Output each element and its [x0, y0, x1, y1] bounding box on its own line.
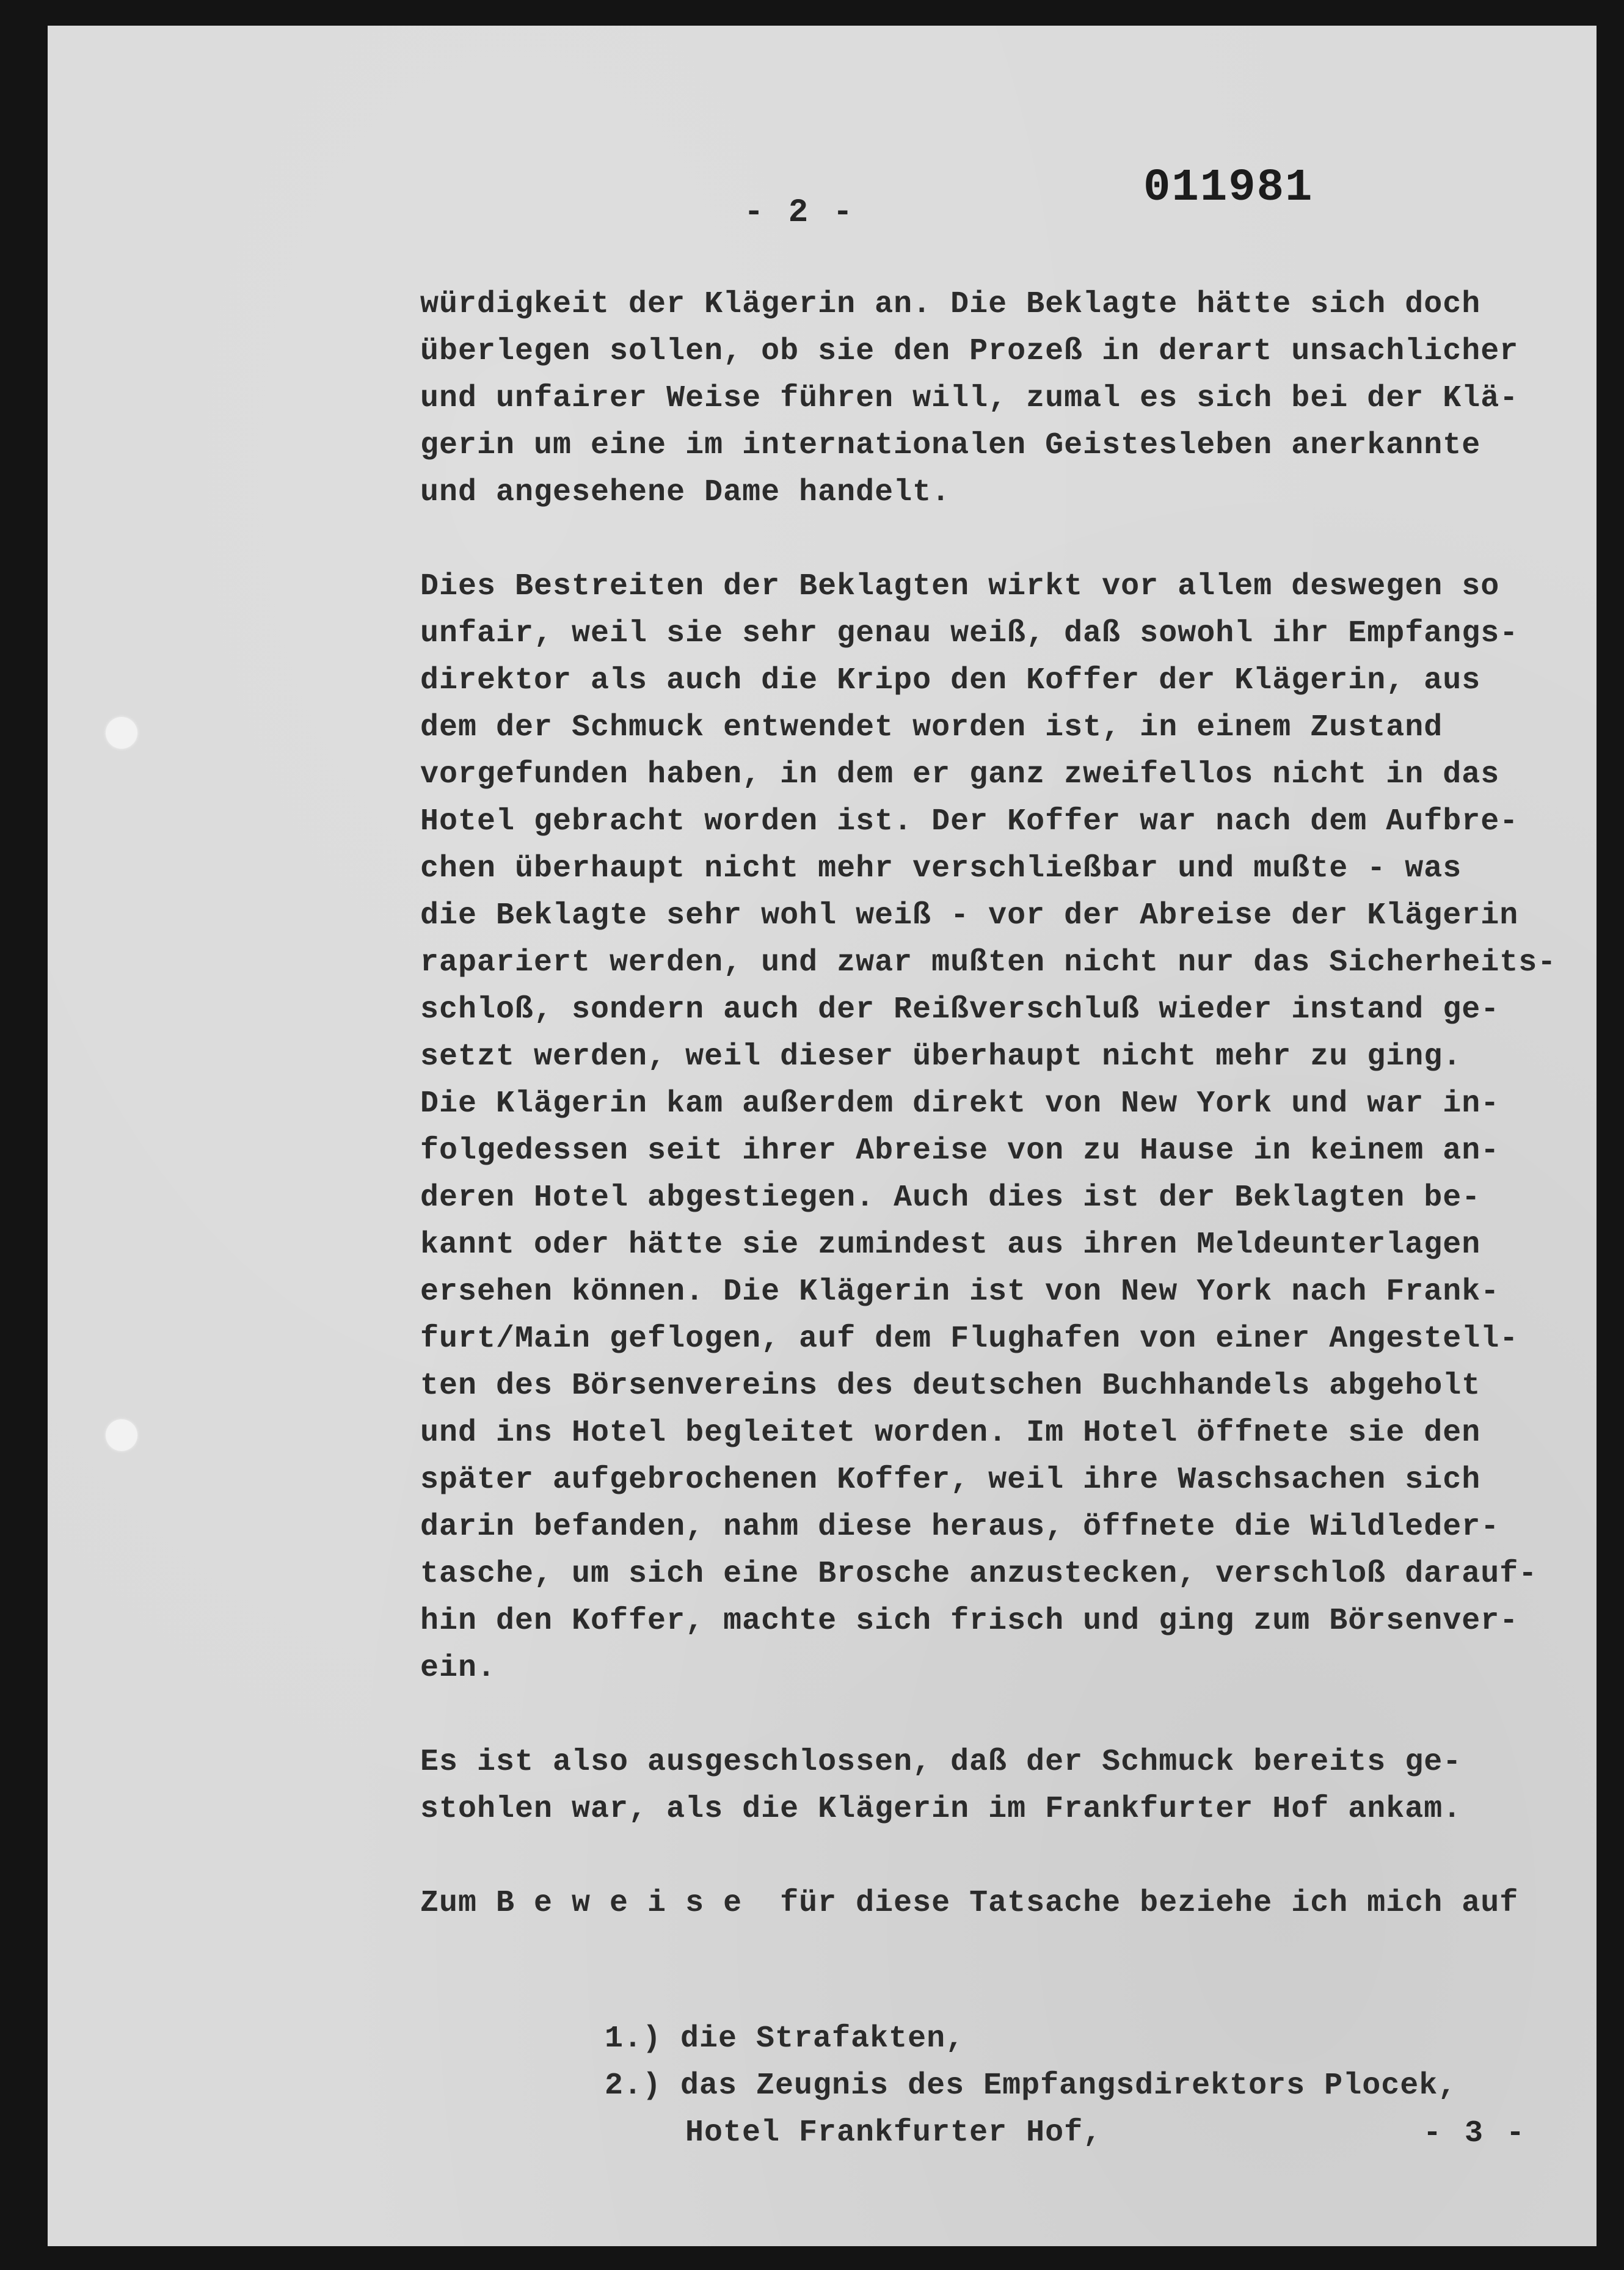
text-line: stohlen war, als die Klägerin im Frankfurter Hof ankam.: [420, 1792, 1462, 1827]
page-number: - 2 -: [744, 194, 856, 231]
letter-body: [420, 281, 1581, 1927]
text-line: schloß, sondern auch der Reißverschluß wieder instand ge-: [420, 992, 1500, 1027]
text-line: dem der Schmuck entwendet worden ist, in einem Zustand: [420, 710, 1443, 745]
list-item: 2.) das Zeugnis des Empfangsdirektors Plocek,: [605, 2068, 1457, 2103]
punch-hole: [106, 1419, 137, 1451]
text-line: Zum B e w e i s e für diese Tatsache beziehe ich mich auf: [420, 1886, 1519, 1921]
text-line: und unfairer Weise führen will, zumal es sich bei der Klä-: [420, 381, 1519, 416]
text-line: hin den Koffer, machte sich frisch und ging zum Börsenver-: [420, 1604, 1519, 1639]
evidence-list: [605, 2015, 1457, 2156]
punch-hole: [106, 717, 137, 749]
text-line: tasche, um sich eine Brosche anzustecken, verschloß darauf-: [420, 1557, 1538, 1592]
text-line: und angesehene Dame handelt.: [420, 475, 951, 510]
text-line: direktor als auch die Kripo den Koffer der Klägerin, aus: [420, 663, 1481, 698]
text-line: ersehen können. Die Klägerin ist von New York nach Frank-: [420, 1275, 1500, 1309]
paragraph: [420, 563, 1581, 1692]
text-line: rapariert werden, und zwar mußten nicht nur das Sicherheits-: [420, 945, 1557, 980]
paragraph: [420, 1739, 1581, 1833]
text-line: chen überhaupt nicht mehr verschließbar und mußte - was: [420, 851, 1462, 886]
text-line: und ins Hotel begleitet worden. Im Hotel öffnete sie den: [420, 1416, 1481, 1450]
text-line: gerin um eine im internationalen Geistesleben anerkannte: [420, 428, 1481, 463]
text-line: setzt werden, weil dieser überhaupt nicht mehr zu ging.: [420, 1039, 1462, 1074]
text-line: später aufgebrochenen Koffer, weil ihre Waschsachen sich: [420, 1463, 1481, 1497]
list-item-continuation: Hotel Frankfurter Hof,: [685, 2115, 1102, 2150]
text-line: vorgefunden haben, in dem er ganz zweifellos nicht in das: [420, 757, 1500, 792]
paragraph: [420, 281, 1581, 516]
text-line: Es ist also ausgeschlossen, daß der Schmuck bereits ge-: [420, 1745, 1462, 1780]
text-line: würdigkeit der Klägerin an. Die Beklagte hätte sich doch: [420, 287, 1481, 322]
text-line: ein.: [420, 1651, 497, 1686]
text-line: folgedessen seit ihrer Abreise von zu Hause in keinem an-: [420, 1133, 1500, 1168]
text-line: Hotel gebracht worden ist. Der Koffer war nach dem Aufbre-: [420, 804, 1519, 839]
text-line: furt/Main geflogen, auf dem Flughafen von einer Angestell-: [420, 1322, 1519, 1356]
text-line: Dies Bestreiten der Beklagten wirkt vor allem deswegen so: [420, 569, 1500, 604]
text-line: die Beklagte sehr wohl weiß - vor der Abreise der Klägerin: [420, 898, 1519, 933]
text-line: unfair, weil sie sehr genau weiß, daß sowohl ihr Empfangs-: [420, 616, 1519, 651]
paragraph: [420, 1880, 1581, 1927]
text-line: kannt oder hätte sie zumindest aus ihren Meldeunterlagen: [420, 1228, 1481, 1262]
list-item: 1.) die Strafakten,: [605, 2021, 965, 2056]
text-line: darin befanden, nahm diese heraus, öffnete die Wildleder-: [420, 1510, 1500, 1544]
text-line: deren Hotel abgestiegen. Auch dies ist der Beklagten be-: [420, 1180, 1481, 1215]
text-line: ten des Börsenvereins des deutschen Buchhandels abgeholt: [420, 1369, 1481, 1403]
text-line: überlegen sollen, ob sie den Prozeß in derart unsachlicher: [420, 334, 1519, 369]
next-page-marker: - 3 -: [1423, 2116, 1528, 2151]
text-line: Die Klägerin kam außerdem direkt von New York und war in-: [420, 1086, 1500, 1121]
document-number: 011981: [1143, 162, 1314, 214]
